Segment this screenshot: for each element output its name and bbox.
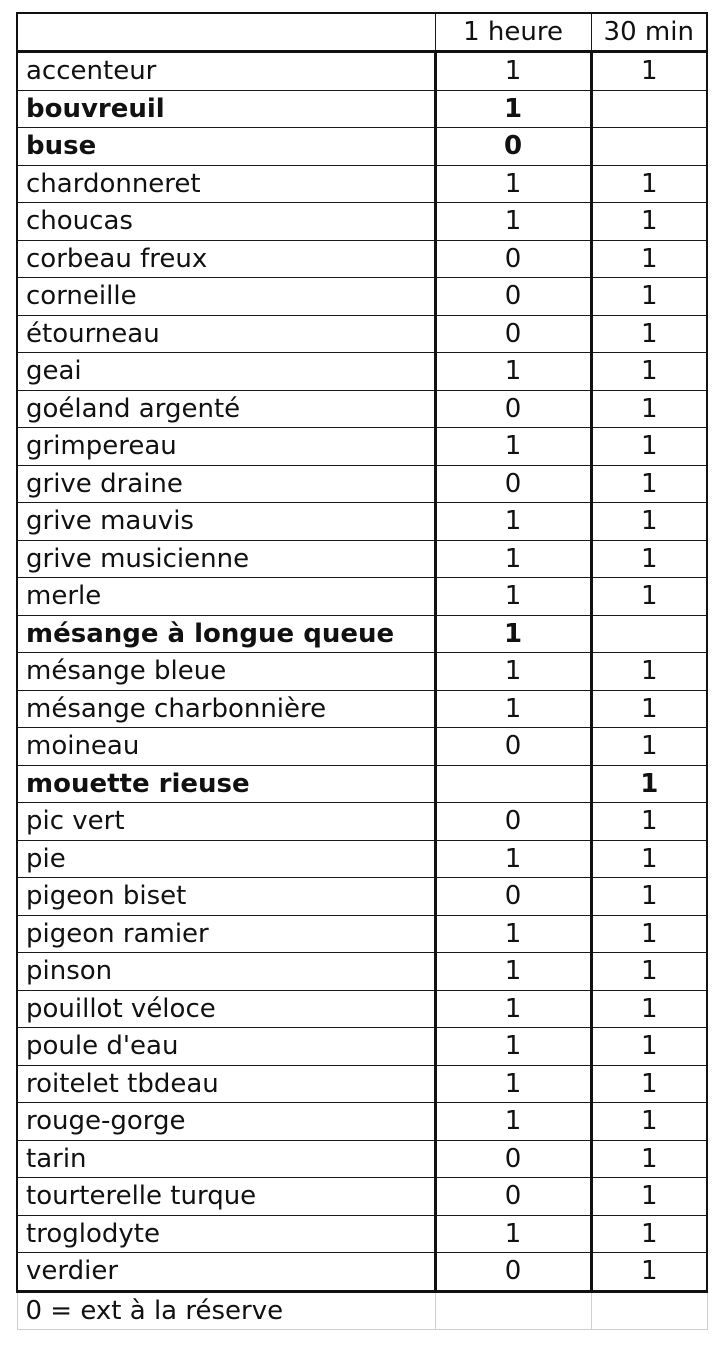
count-30-min-cell[interactable]: 1: [591, 690, 707, 728]
count-30-min-cell[interactable]: [591, 128, 707, 166]
count-30-min-cell[interactable]: 1: [591, 52, 707, 91]
species-name-cell[interactable]: grive draine: [17, 465, 435, 503]
count-1-heure-cell[interactable]: 1: [435, 1215, 591, 1253]
count-30-min-cell[interactable]: 1: [591, 240, 707, 278]
species-name-cell[interactable]: accenteur: [17, 52, 435, 91]
count-1-heure-cell[interactable]: 0: [435, 1253, 591, 1292]
species-name-cell[interactable]: grimpereau: [17, 428, 435, 466]
table-row: [17, 840, 707, 878]
count-1-heure-cell[interactable]: [435, 765, 591, 803]
species-name-cell[interactable]: chardonneret: [17, 165, 435, 203]
count-1-heure-cell[interactable]: 0: [435, 1140, 591, 1178]
bird-count-table: [16, 12, 708, 1330]
count-1-heure-cell[interactable]: 0: [435, 1178, 591, 1216]
count-1-heure-cell[interactable]: 1: [435, 1065, 591, 1103]
legend-row: [17, 1291, 707, 1329]
count-1-heure-cell[interactable]: 1: [435, 90, 591, 128]
count-1-heure-cell[interactable]: 1: [435, 428, 591, 466]
count-30-min-cell[interactable]: 1: [591, 915, 707, 953]
count-1-heure-cell[interactable]: 1: [435, 653, 591, 691]
table-row: [17, 540, 707, 578]
count-30-min-cell[interactable]: 1: [591, 803, 707, 841]
count-30-min-cell[interactable]: 1: [591, 840, 707, 878]
table-row: [17, 240, 707, 278]
header-cell-1-heure[interactable]: 1 heure: [435, 13, 591, 52]
count-1-heure-cell[interactable]: 1: [435, 840, 591, 878]
header-row: [17, 13, 707, 52]
count-30-min-cell[interactable]: 1: [591, 315, 707, 353]
header-cell-30-min[interactable]: 30 min: [591, 13, 707, 52]
count-1-heure-cell[interactable]: 1: [435, 1103, 591, 1141]
species-name-cell[interactable]: bouvreuil: [17, 90, 435, 128]
count-30-min-cell[interactable]: [591, 90, 707, 128]
table-row: [17, 465, 707, 503]
count-30-min-cell[interactable]: 1: [591, 540, 707, 578]
count-30-min-cell[interactable]: [591, 615, 707, 653]
species-name-cell[interactable]: choucas: [17, 203, 435, 241]
table-row: [17, 390, 707, 428]
table-row: [17, 1215, 707, 1253]
legend-note-cell[interactable]: 0 = ext à la réserve: [17, 1291, 435, 1329]
count-1-heure-cell[interactable]: 0: [435, 240, 591, 278]
count-1-heure-cell[interactable]: 0: [435, 728, 591, 766]
table-row: [17, 165, 707, 203]
species-name-cell[interactable]: verdier: [17, 1253, 435, 1292]
table-row: [17, 990, 707, 1028]
legend-empty-cell-hour[interactable]: [435, 1291, 591, 1329]
count-1-heure-cell[interactable]: 1: [435, 915, 591, 953]
count-1-heure-cell[interactable]: 0: [435, 315, 591, 353]
count-1-heure-cell[interactable]: 0: [435, 390, 591, 428]
species-name-cell[interactable]: moineau: [17, 728, 435, 766]
count-30-min-cell[interactable]: 1: [591, 390, 707, 428]
species-name-cell[interactable]: mésange charbonnière: [17, 690, 435, 728]
table-row: [17, 1028, 707, 1066]
species-name-cell[interactable]: corneille: [17, 278, 435, 316]
table-row: [17, 278, 707, 316]
count-1-heure-cell[interactable]: 1: [435, 1028, 591, 1066]
count-1-heure-cell[interactable]: 1: [435, 953, 591, 991]
count-30-min-cell[interactable]: 1: [591, 1065, 707, 1103]
count-1-heure-cell[interactable]: 0: [435, 465, 591, 503]
count-1-heure-cell[interactable]: 1: [435, 503, 591, 541]
species-name-cell[interactable]: mésange bleue: [17, 653, 435, 691]
count-30-min-cell[interactable]: 1: [591, 728, 707, 766]
table-row: [17, 428, 707, 466]
species-name-cell[interactable]: grive musicienne: [17, 540, 435, 578]
species-name-cell[interactable]: tourterelle turque: [17, 1178, 435, 1216]
count-1-heure-cell[interactable]: 1: [435, 690, 591, 728]
table-row: [17, 353, 707, 391]
table-row: [17, 765, 707, 803]
species-name-cell[interactable]: roitelet tbdeau: [17, 1065, 435, 1103]
count-30-min-cell[interactable]: 1: [591, 765, 707, 803]
table-row: [17, 315, 707, 353]
count-30-min-cell[interactable]: 1: [591, 953, 707, 991]
table-row: [17, 1253, 707, 1292]
table-row: [17, 1065, 707, 1103]
legend-empty-cell-half[interactable]: [591, 1291, 707, 1329]
species-name-cell[interactable]: geai: [17, 353, 435, 391]
count-30-min-cell[interactable]: 1: [591, 503, 707, 541]
species-name-cell[interactable]: corbeau freux: [17, 240, 435, 278]
count-30-min-cell[interactable]: 1: [591, 353, 707, 391]
table-row: [17, 1140, 707, 1178]
species-name-cell[interactable]: pouillot véloce: [17, 990, 435, 1028]
count-30-min-cell[interactable]: 1: [591, 1028, 707, 1066]
count-30-min-cell[interactable]: 1: [591, 465, 707, 503]
table-row: [17, 690, 707, 728]
species-name-cell[interactable]: goéland argenté: [17, 390, 435, 428]
count-1-heure-cell[interactable]: 0: [435, 128, 591, 166]
count-30-min-cell[interactable]: 1: [591, 990, 707, 1028]
bird-count-sheet: [16, 12, 706, 1330]
count-30-min-cell[interactable]: 1: [591, 203, 707, 241]
table-body: [17, 52, 707, 1292]
species-name-cell[interactable]: mouette rieuse: [17, 765, 435, 803]
count-30-min-cell[interactable]: 1: [591, 1103, 707, 1141]
count-1-heure-cell[interactable]: 1: [435, 165, 591, 203]
species-name-cell[interactable]: pinson: [17, 953, 435, 991]
table-row: [17, 728, 707, 766]
table-row: [17, 52, 707, 91]
count-1-heure-cell[interactable]: 0: [435, 278, 591, 316]
table-row: [17, 653, 707, 691]
table-row: [17, 503, 707, 541]
species-name-cell[interactable]: troglodyte: [17, 1215, 435, 1253]
count-1-heure-cell[interactable]: 0: [435, 878, 591, 916]
table-row: [17, 578, 707, 616]
species-name-cell[interactable]: mésange à longue queue: [17, 615, 435, 653]
count-30-min-cell[interactable]: 1: [591, 165, 707, 203]
species-name-cell[interactable]: buse: [17, 128, 435, 166]
species-name-cell[interactable]: poule d'eau: [17, 1028, 435, 1066]
count-1-heure-cell[interactable]: 1: [435, 578, 591, 616]
table-row: [17, 915, 707, 953]
count-1-heure-cell[interactable]: 1: [435, 52, 591, 91]
table-row: [17, 878, 707, 916]
species-name-cell[interactable]: rouge-gorge: [17, 1103, 435, 1141]
count-30-min-cell[interactable]: 1: [591, 1253, 707, 1292]
table-row: [17, 128, 707, 166]
table-row: [17, 1178, 707, 1216]
table-row: [17, 953, 707, 991]
species-name-cell[interactable]: tarin: [17, 1140, 435, 1178]
count-30-min-cell[interactable]: 1: [591, 578, 707, 616]
count-30-min-cell[interactable]: 1: [591, 1215, 707, 1253]
count-1-heure-cell[interactable]: 1: [435, 203, 591, 241]
count-1-heure-cell[interactable]: 0: [435, 803, 591, 841]
species-name-cell[interactable]: étourneau: [17, 315, 435, 353]
table-row: [17, 203, 707, 241]
table-header: [17, 13, 707, 52]
species-name-cell[interactable]: pigeon biset: [17, 878, 435, 916]
table-row: [17, 615, 707, 653]
count-1-heure-cell[interactable]: 1: [435, 353, 591, 391]
table-row: [17, 803, 707, 841]
count-30-min-cell[interactable]: 1: [591, 278, 707, 316]
count-30-min-cell[interactable]: 1: [591, 1140, 707, 1178]
count-30-min-cell[interactable]: 1: [591, 878, 707, 916]
count-30-min-cell[interactable]: 1: [591, 653, 707, 691]
count-1-heure-cell[interactable]: 1: [435, 540, 591, 578]
table-row: [17, 1103, 707, 1141]
species-name-cell[interactable]: grive mauvis: [17, 503, 435, 541]
species-name-cell[interactable]: pie: [17, 840, 435, 878]
species-name-cell[interactable]: merle: [17, 578, 435, 616]
count-1-heure-cell[interactable]: 1: [435, 615, 591, 653]
header-cell-name[interactable]: [17, 13, 435, 52]
table-footer: [17, 1291, 707, 1329]
species-name-cell[interactable]: pigeon ramier: [17, 915, 435, 953]
count-30-min-cell[interactable]: 1: [591, 428, 707, 466]
table-row: [17, 90, 707, 128]
count-30-min-cell[interactable]: 1: [591, 1178, 707, 1216]
species-name-cell[interactable]: pic vert: [17, 803, 435, 841]
count-1-heure-cell[interactable]: 1: [435, 990, 591, 1028]
